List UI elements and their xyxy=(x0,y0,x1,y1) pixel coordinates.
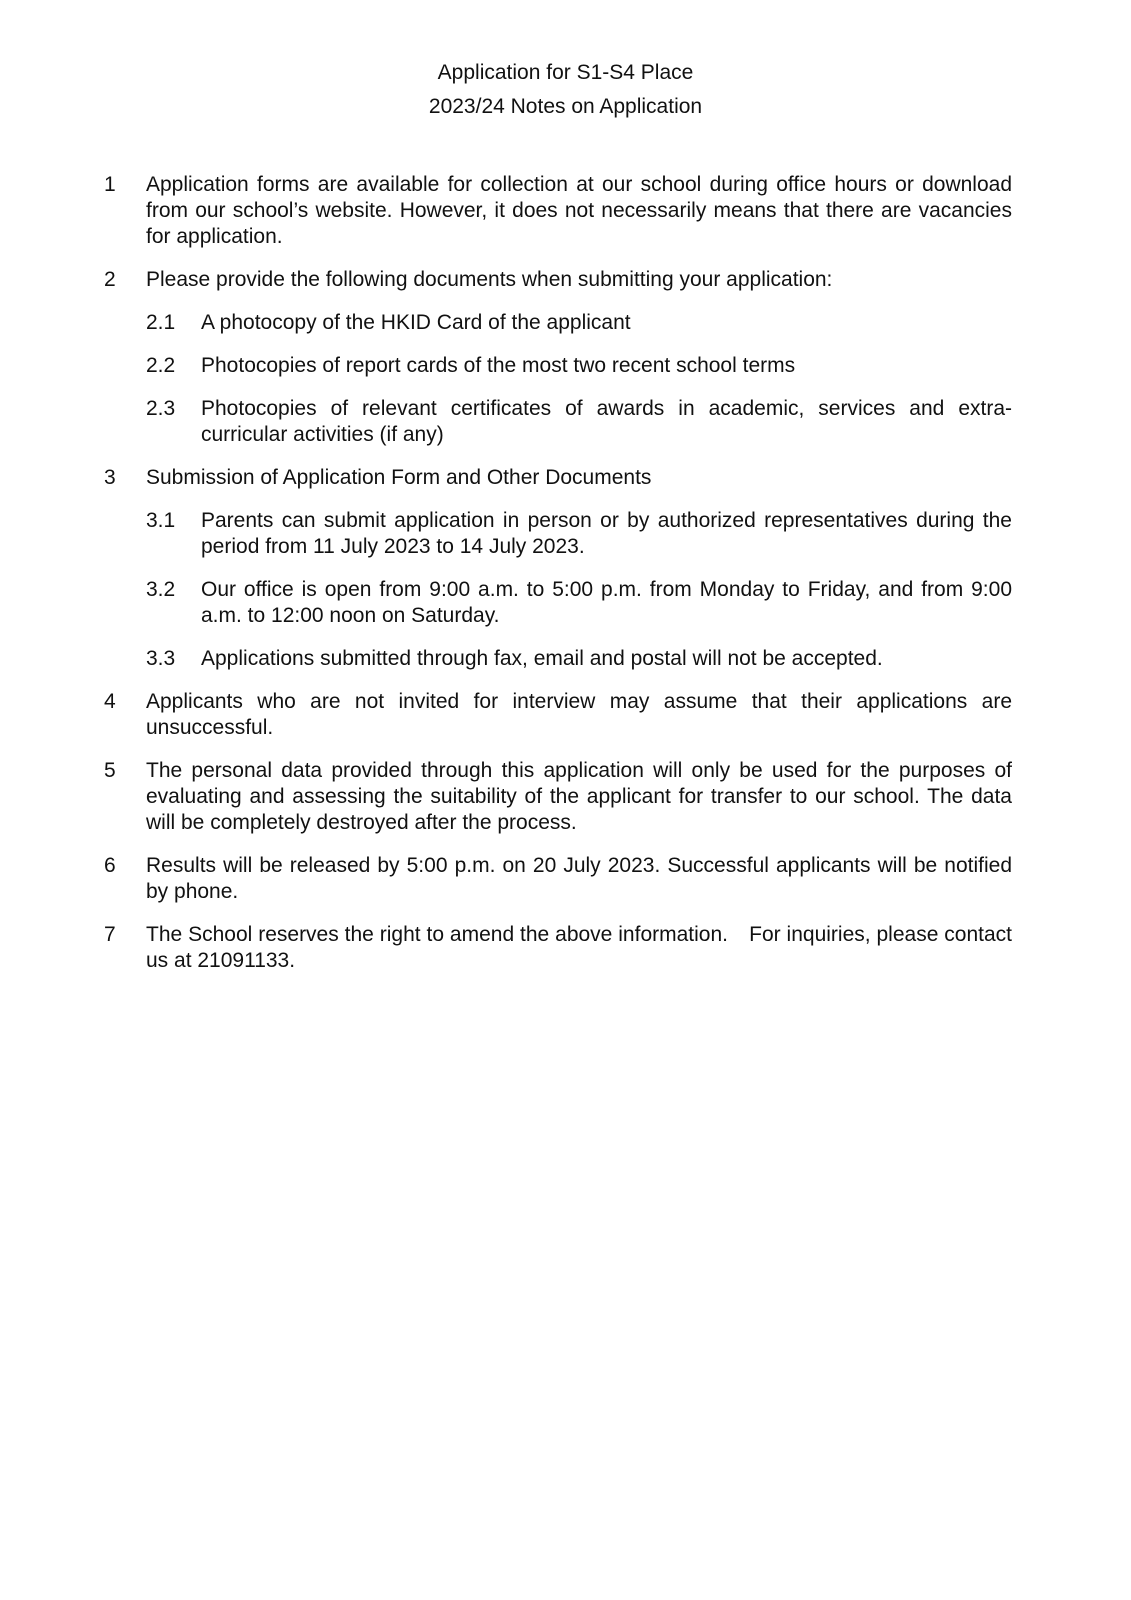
sub-note-list xyxy=(146,310,1012,448)
note-text: Please provide the following documents when submitting your application: xyxy=(146,268,833,291)
note-number: 5 xyxy=(104,759,116,782)
sub-note-number: 3.3 xyxy=(146,647,176,670)
document-title: Application for S1-S4 Place xyxy=(437,61,694,84)
sub-note-number: 2.1 xyxy=(146,311,176,334)
sub-note-text: Applications submitted through fax, email and postal will not be accepted. xyxy=(201,647,883,670)
note-number: 6 xyxy=(104,854,116,877)
note-text: The School reserves the right to amend the above information. For inquiries, please contact us at 21091133. xyxy=(146,923,1012,972)
note-item-7 xyxy=(104,922,1012,974)
sub-note-item-2-2 xyxy=(146,353,1012,379)
note-number: 4 xyxy=(104,690,116,713)
note-item-2 xyxy=(104,267,1012,448)
note-text: Submission of Application Form and Other Documents xyxy=(146,466,652,489)
note-text: Application forms are available for collection at our school during office hours or download from our school’s website. However, it does not necessarily means that there are vacancies for application. xyxy=(146,173,1012,248)
note-text: The personal data provided through this application will only be used for the purposes of evaluating and assessing the suitability of the applicant for transfer to our school. The data will be completely destroyed after the process. xyxy=(146,759,1012,834)
document-subtitle: 2023/24 Notes on Application xyxy=(428,95,703,118)
note-item-4 xyxy=(104,689,1012,741)
sub-note-list xyxy=(146,508,1012,672)
sub-note-item-2-1 xyxy=(146,310,1012,336)
note-number: 7 xyxy=(104,923,116,946)
sub-note-number: 2.2 xyxy=(146,354,176,377)
sub-note-number: 2.3 xyxy=(146,397,176,420)
sub-note-text: Photocopies of relevant certificates of awards in academic, services and extra-curricular activities (if any) xyxy=(201,397,1012,446)
sub-note-item-3-2 xyxy=(146,577,1012,629)
sub-note-text: Parents can submit application in person or by authorized representatives during the period from 11 July 2023 to 14 July 2023. xyxy=(201,509,1012,558)
sub-note-item-2-3 xyxy=(146,396,1012,448)
sub-note-item-3-1 xyxy=(146,508,1012,560)
note-text: Results will be released by 5:00 p.m. on 20 July 2023. Successful applicants will be notified by phone. xyxy=(146,854,1012,903)
note-item-6 xyxy=(104,853,1012,905)
sub-note-text: Our office is open from 9:00 a.m. to 5:00 p.m. from Monday to Friday, and from 9:00 a.m. to 12:00 noon on Saturday. xyxy=(201,578,1012,627)
note-number: 1 xyxy=(104,173,116,196)
note-number: 2 xyxy=(104,268,116,291)
sub-note-number: 3.2 xyxy=(146,578,176,601)
sub-note-text: A photocopy of the HKID Card of the applicant xyxy=(201,311,631,334)
sub-note-number: 3.1 xyxy=(146,509,176,532)
note-item-3 xyxy=(104,465,1012,672)
note-item-1 xyxy=(104,172,1012,250)
note-text: Applicants who are not invited for interview may assume that their applications are unsuccessful. xyxy=(146,690,1012,739)
sub-note-item-3-3 xyxy=(146,646,1012,672)
document-header xyxy=(0,56,1131,124)
note-item-5 xyxy=(104,758,1012,836)
sub-note-text: Photocopies of report cards of the most two recent school terms xyxy=(201,354,796,377)
notes-list xyxy=(104,172,1012,991)
note-number: 3 xyxy=(104,466,116,489)
